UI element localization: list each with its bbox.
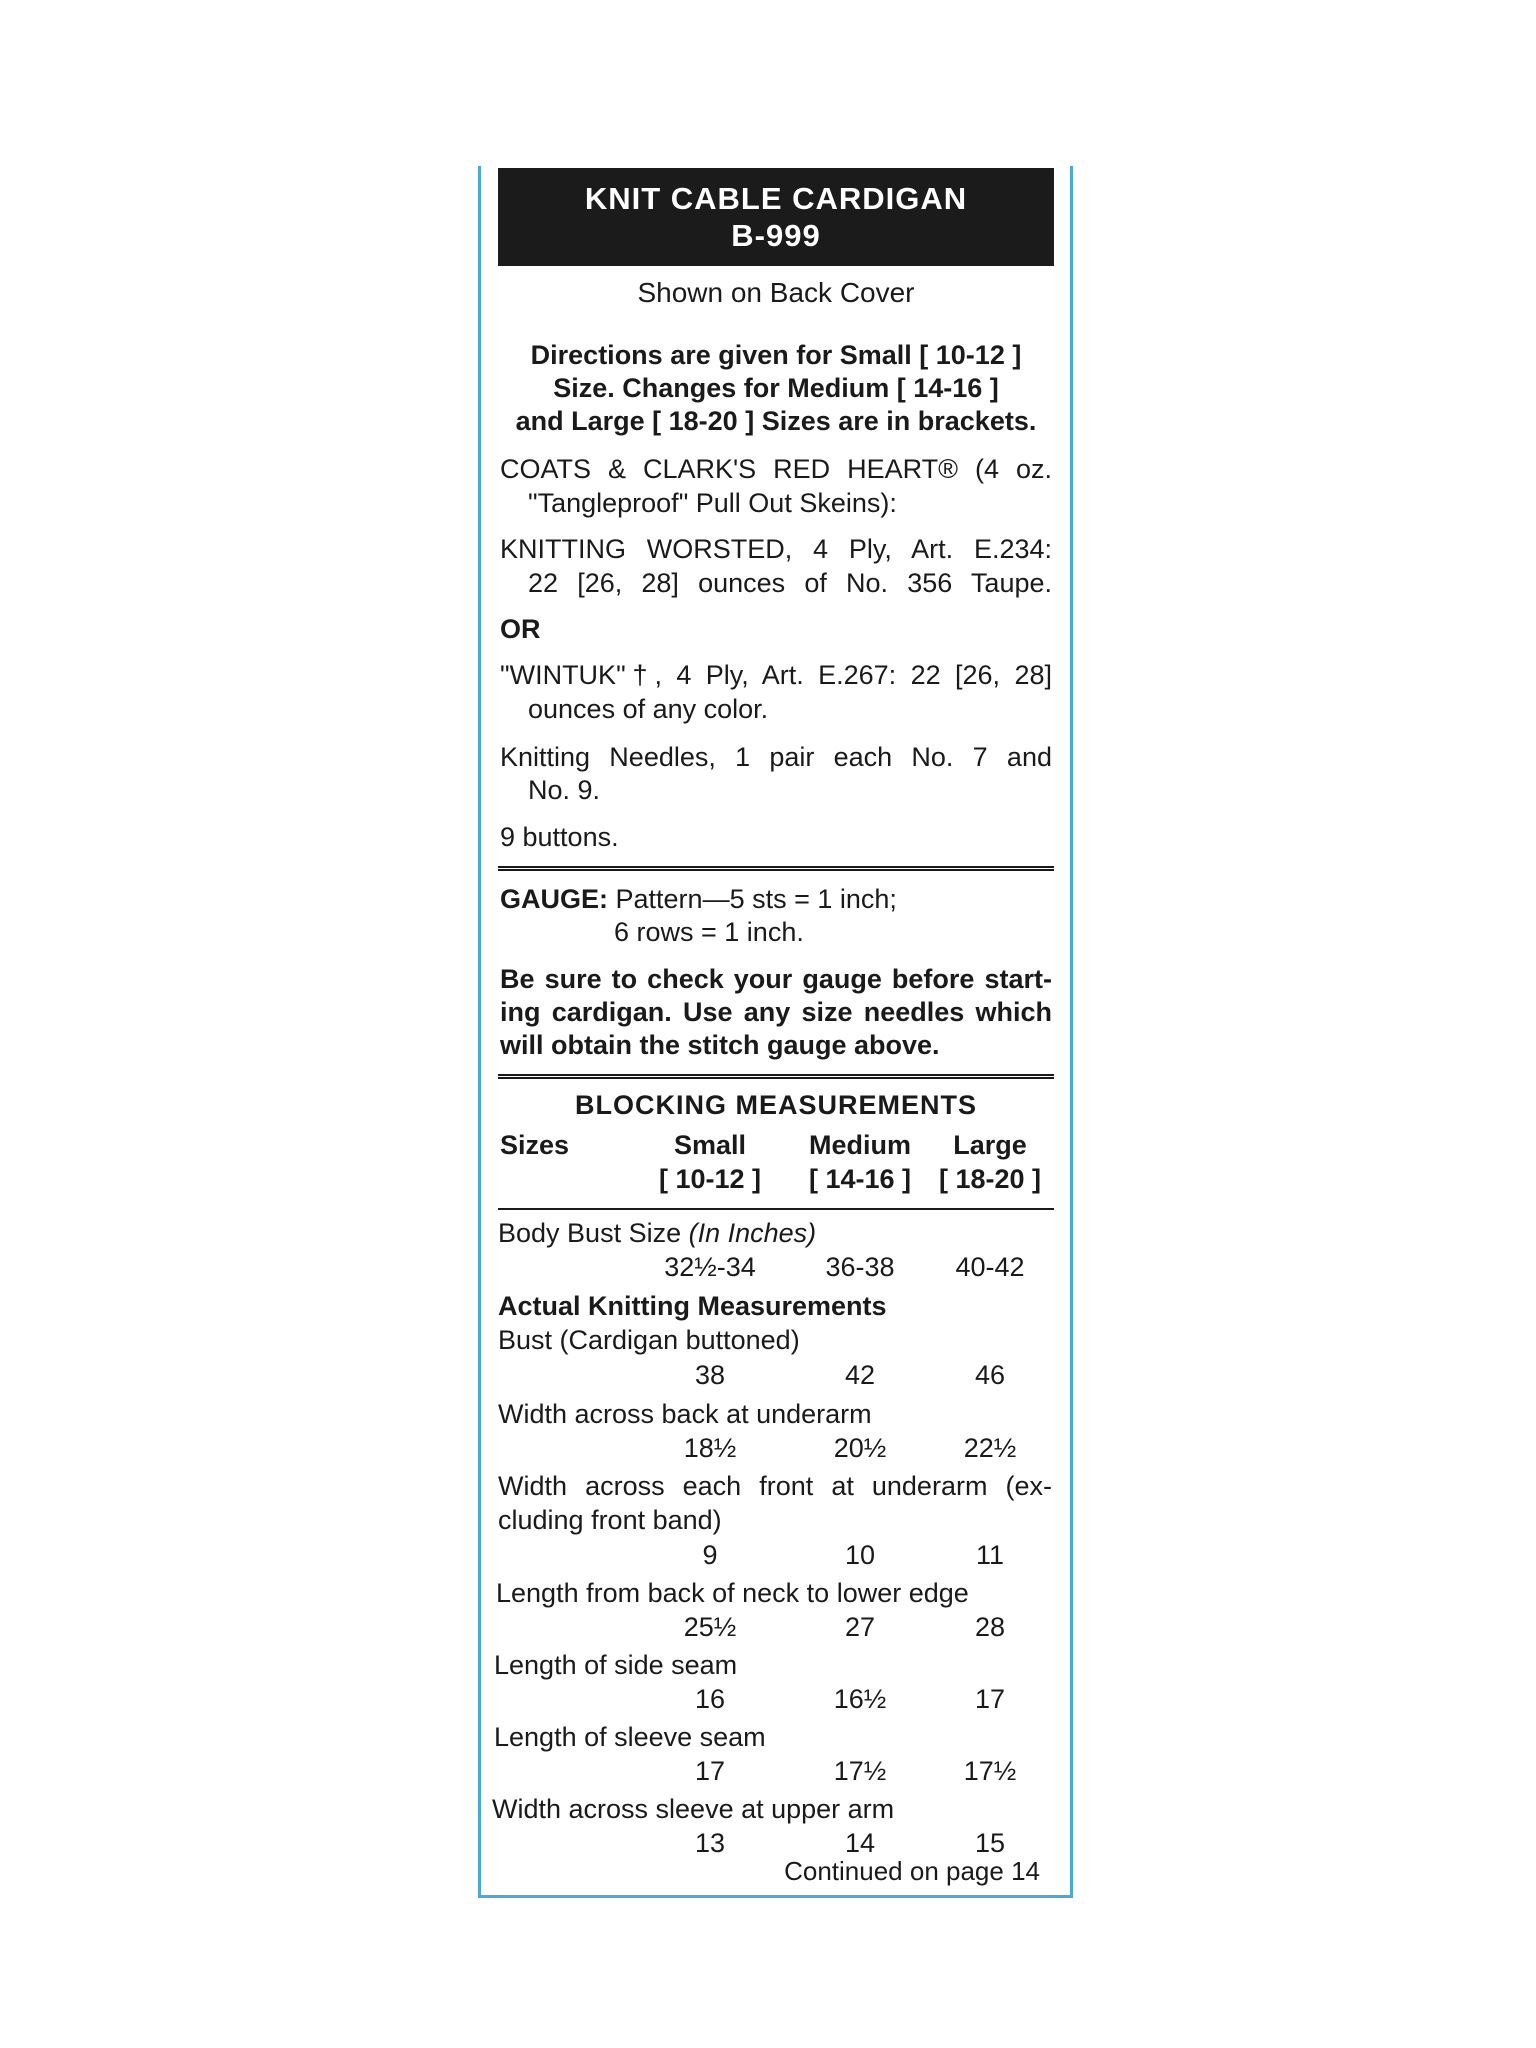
measure-small: 13	[694, 1828, 726, 1858]
yarn-brand-line-2: "Tangleproof" Pull Out Skeins):	[528, 488, 897, 518]
measure-medium: 20½	[833, 1433, 887, 1463]
divider-single	[498, 1208, 1054, 1210]
body-bust-small: 32½-34	[664, 1252, 756, 1282]
gauge-label: GAUGE:	[500, 884, 608, 914]
measure-row-label: Width across back at underarm	[498, 1399, 872, 1429]
yarn-brand-line-1: COATS & CLARK'S RED HEART® (4 oz.	[500, 454, 1052, 484]
measure-small: 17	[694, 1756, 726, 1786]
size-small-name: Small	[673, 1130, 747, 1160]
measure-medium: 42	[844, 1360, 876, 1390]
needles-line-2: No. 9.	[528, 775, 601, 805]
size-medium-range: [ 14-16 ]	[808, 1164, 912, 1194]
worsted-line-2: 22 [26, 28] ounces of No. 356 Taupe.	[528, 568, 1052, 598]
wintuk-line-1: "WINTUK"†, 4 Ply, Art. E.267: 22 [26, 28]	[500, 660, 1052, 690]
measure-small: 18½	[683, 1433, 737, 1463]
gauge-line-2: 6 rows = 1 inch.	[614, 917, 804, 947]
actual-measurements-heading: Actual Knitting Measurements	[498, 1291, 887, 1321]
measure-large: 17	[974, 1684, 1006, 1714]
title-banner	[498, 168, 1054, 266]
measure-medium: 14	[844, 1828, 876, 1858]
size-large-range: [ 18-20 ]	[938, 1164, 1042, 1194]
body-bust-large: 40-42	[955, 1252, 1025, 1282]
directions-line-3: and Large [ 18-20 ] Sizes are in brackets.	[515, 406, 1037, 436]
measure-large: 28	[974, 1612, 1006, 1642]
measure-small: 25½	[683, 1612, 737, 1642]
measure-medium: 10	[844, 1540, 876, 1570]
measure-large: 46	[974, 1360, 1006, 1390]
wintuk-line-2: ounces of any color.	[528, 694, 769, 724]
measure-large: 17½	[963, 1756, 1017, 1786]
measure-row-label: Length of side seam	[494, 1650, 738, 1680]
size-small-range: [ 10-12 ]	[658, 1164, 762, 1194]
measure-row-label-cont: cluding front band)	[498, 1505, 722, 1535]
measure-row-label: Length from back of neck to lower edge	[496, 1578, 969, 1608]
measure-small: 16	[694, 1684, 726, 1714]
size-medium-name: Medium	[808, 1130, 911, 1160]
divider-double-2	[498, 1074, 1054, 1079]
blocking-title: BLOCKING MEASUREMENTS	[574, 1090, 977, 1120]
measure-large: 15	[974, 1828, 1006, 1858]
measure-large: 11	[975, 1540, 1005, 1570]
body-bust-label: Body Bust Size (In Inches)	[498, 1218, 817, 1248]
gauge-note-line-2: ing cardigan. Use any size needles which	[500, 997, 1052, 1027]
gauge-note-line-3: will obtain the stitch gauge above.	[500, 1030, 940, 1060]
divider-double	[498, 866, 1054, 871]
measure-large: 22½	[963, 1433, 1017, 1463]
or-label: OR	[500, 614, 541, 644]
pattern-title: KNIT CABLE CARDIGAN	[584, 181, 968, 216]
measure-medium: 16½	[833, 1684, 887, 1714]
needles-line-1: Knitting Needles, 1 pair each No. 7 and	[500, 742, 1052, 772]
worsted-line-1: KNITTING WORSTED, 4 Ply, Art. E.234:	[500, 534, 1052, 564]
measure-small: 38	[694, 1360, 726, 1390]
sizes-label: Sizes	[500, 1130, 570, 1160]
measure-medium: 17½	[833, 1756, 887, 1786]
measure-row-label: Width across sleeve at upper arm	[492, 1794, 895, 1824]
gauge-note-line-1: Be sure to check your gauge before start-	[500, 964, 1052, 994]
directions-line-1: Directions are given for Small [ 10-12 ]	[530, 340, 1022, 370]
measure-small: 9	[702, 1540, 718, 1570]
measure-medium: 27	[844, 1612, 876, 1642]
gauge-line-1: GAUGE: Pattern—5 sts = 1 inch;	[500, 884, 897, 914]
shown-on-note: Shown on Back Cover	[637, 277, 915, 308]
pattern-code: B-999	[731, 218, 821, 253]
measure-row-label: Bust (Cardigan buttoned)	[498, 1325, 800, 1355]
directions-line-2: Size. Changes for Medium [ 14-16 ]	[553, 373, 999, 403]
measure-row-label: Width across each front at underarm (ex-	[498, 1471, 1052, 1501]
buttons-line: 9 buttons.	[500, 822, 619, 852]
measure-row-label: Length of sleeve seam	[494, 1722, 766, 1752]
size-large-name: Large	[953, 1130, 1027, 1160]
body-bust-medium: 36-38	[825, 1252, 895, 1282]
continued-note: Continued on page 14	[784, 1856, 1040, 1886]
